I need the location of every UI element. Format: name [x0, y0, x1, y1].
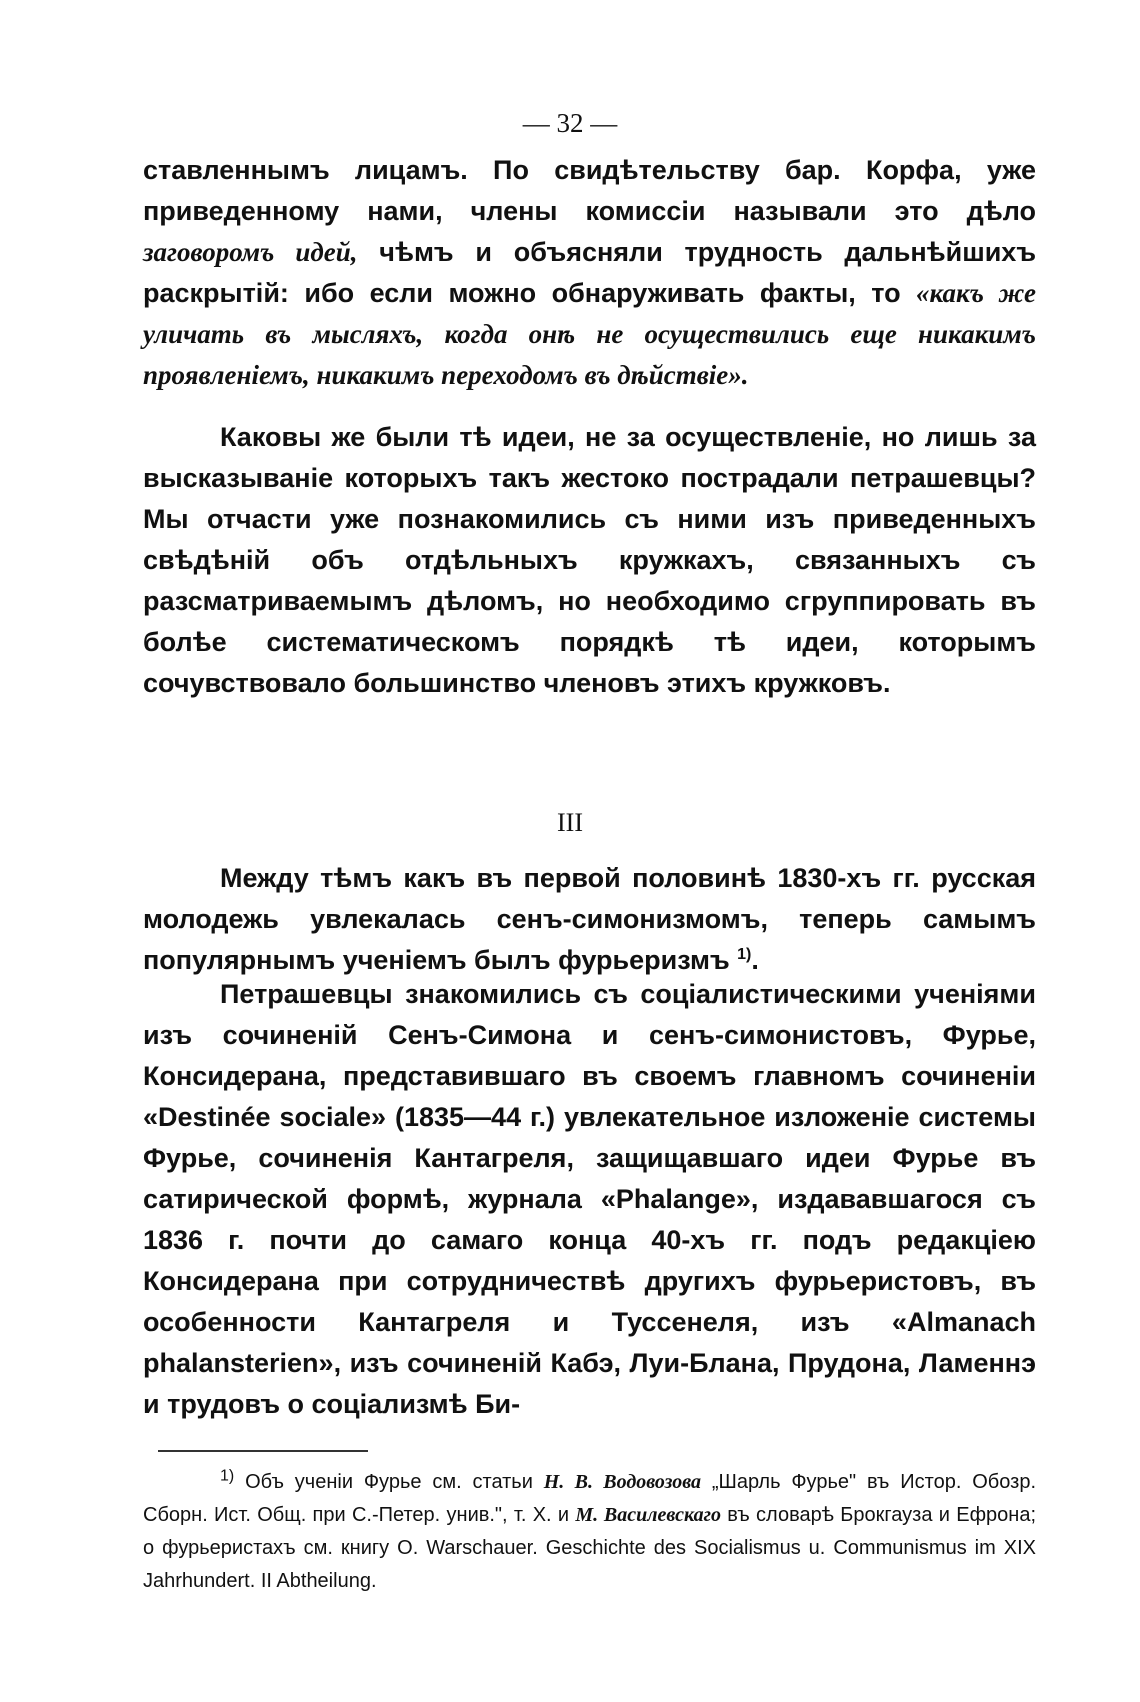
footnote-text: Объ ученіи Фурье см. статьи [234, 1471, 544, 1493]
paragraph-text: Между тѣмъ какъ въ первой половинѣ 1830-хъ гг. русская молодежь увлекалась сенъ-симонизмомъ, теперь самымъ популярнымъ ученіемъ былъ фурьеризмъ [143, 863, 1036, 975]
page-number: — 32 — [522, 108, 618, 138]
footnote-author: Н. В. Водовозова [543, 1471, 701, 1493]
paragraph-continuation [143, 150, 1036, 396]
paragraph-petrashevtsy: Петрашевцы знакомились съ соціалистическими ученіями изъ сочиненій Сенъ-Симона и сенъ-симонистовъ, Фурье, Консидерана, представившаго въ своемъ главномъ сочиненіи «Destinée sociale» (1835—44 г.) увлекательное изложеніе системы Фурье, сочиненія Кантагреля, защищавшаго идеи Фурье въ сатирической формѣ, журнала «Phalange», издававшагося съ 1836 г. почти до самаго конца 40-хъ гг. подъ редакціею Консидерана при сотрудничествѣ другихъ фурьеристовъ, въ особенности Кантагреля и Туссенеля, изъ «Almanach phalansterien», изъ сочиненій Кабэ, Луи-Блана, Прудона, Ламеннэ и трудовъ о соціализмѣ Би- [143, 979, 1036, 1419]
paragraph-text: чѣмъ и объясняли трудность дальнѣйшихъ раскрытій: ибо если можно обнаруживать факты, то [143, 237, 1036, 308]
section-heading: III [557, 808, 583, 837]
footnote-author: М. Василевскаго [575, 1504, 721, 1526]
footnote-reference: 1) [737, 946, 752, 963]
footnote-divider [158, 1450, 368, 1452]
footnote-text: „Шарль Фурье" въ Истор. Обозр. Сборн. Ист. Общ. при С.-Петер. унив.", т. X. и [143, 1471, 1037, 1526]
italic-phrase: заговоромъ идей, [143, 237, 358, 267]
footnote [143, 1466, 1036, 1598]
paragraph-fourierism [143, 858, 1036, 981]
paragraph-end: . [751, 945, 759, 975]
footnote-text: въ словарѣ Брокгауза и Ефрона; о фурьеристахъ см. книгу O. Warschauer. Geschichte des Socialismus u. Communismus im XIX Jahrhundert. II Abtheilung. [143, 1504, 1036, 1592]
italic-quote: «какъ же уличать въ мысляхъ, когда онѣ не осуществились еще никакимъ проявленіемъ, никакимъ переходомъ въ дѣйствіе». [143, 278, 1036, 390]
paragraph-ideas: Каковы же были тѣ идеи, не за осуществленіе, но лишь за высказываніе которыхъ такъ жестоко пострадали петрашевцы? Мы отчасти уже познакомились съ ними изъ приведенныхъ свѣдѣній объ отдѣльныхъ кружкахъ, связанныхъ съ разсматриваемымъ дѣломъ, но необходимо сгруппировать въ болѣе систематическомъ порядкѣ тѣ идеи, которымъ сочувствовало большинство членовъ этихъ кружковъ. [143, 422, 1036, 698]
footnote-marker: 1) [220, 1467, 235, 1485]
paragraph-text: ставленнымъ лицамъ. По свидѣтельству бар. Корфа, уже приведенному нами, члены комиссіи называли это дѣло [143, 155, 1036, 226]
